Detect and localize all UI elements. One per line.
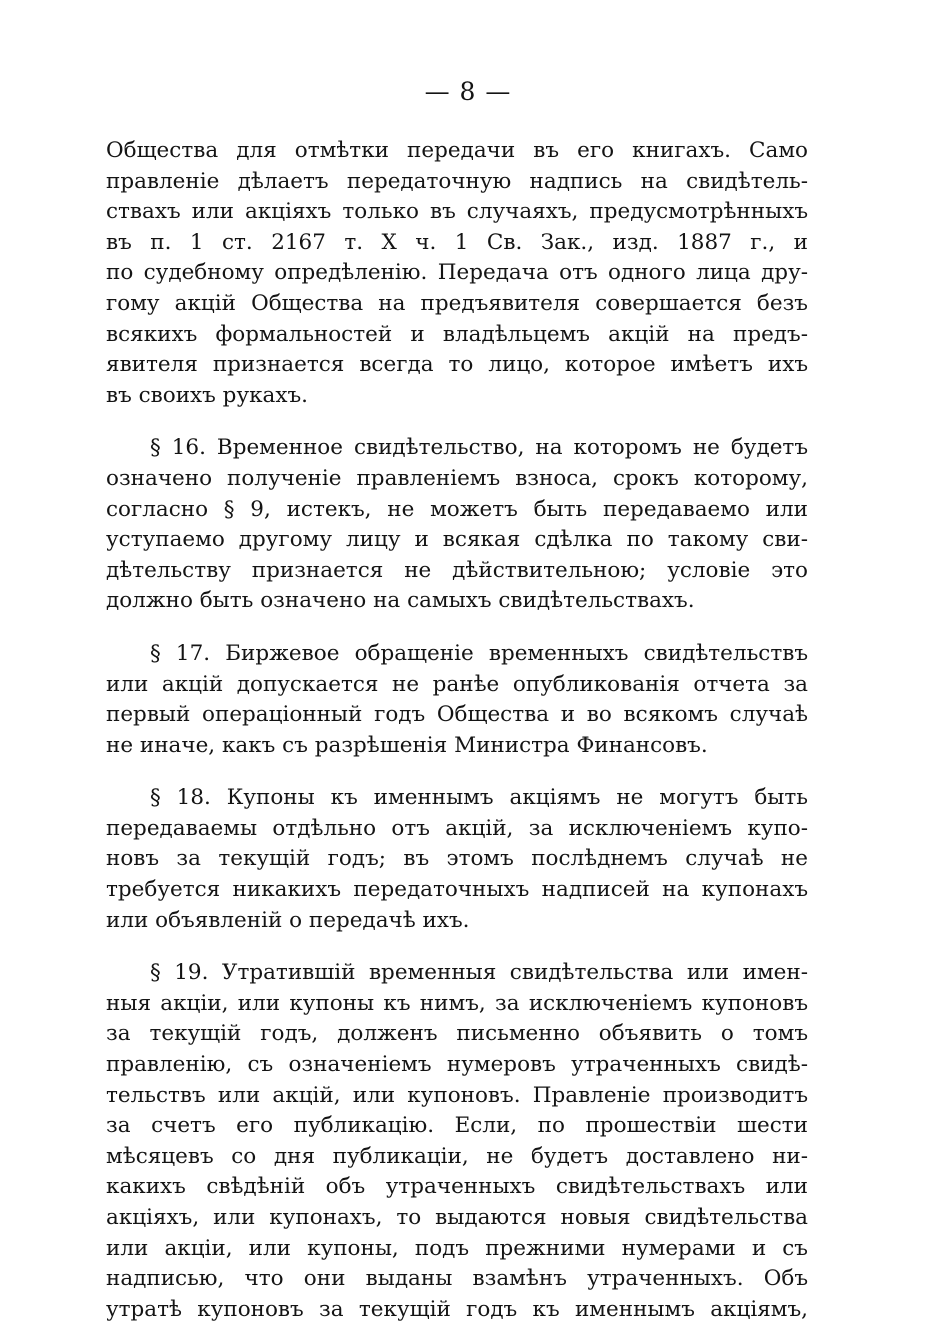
text-line: надписью, что они выданы взамѣнъ утраченныхъ. Объ <box>106 1266 808 1292</box>
text-line: или акцій допускается не ранѣе опубликованія отчета за <box>106 671 808 697</box>
text-line: всякихъ формальностей и владѣльцемъ акцій на предъ- <box>106 321 808 347</box>
text-line: новъ за текущій годъ; въ этомъ послѣднемъ случаѣ не <box>106 846 808 872</box>
text-line: явителя признается всегда то лицо, которое имѣетъ ихъ <box>106 352 808 378</box>
paragraph-section-18 <box>106 783 808 936</box>
text-line: какихъ свѣдѣній объ утраченныхъ свидѣтельствахъ или <box>106 1174 808 1200</box>
paragraph-continuation <box>106 136 808 411</box>
text-line: тельствъ или акцій, или купоновъ. Правленіе производитъ <box>106 1082 808 1108</box>
text-line: Общества для отмѣтки передачи въ его книгахъ. Само <box>106 138 808 163</box>
paragraph-section-19 <box>106 958 808 1325</box>
text-line: должно быть означено на самыхъ свидѣтельствахъ. <box>106 588 695 614</box>
text-line: или объявленій о передачѣ ихъ. <box>106 907 470 933</box>
text-line: § 17. Биржевое обращеніе временныхъ свидѣтельствъ <box>150 640 808 666</box>
text-line: § 16. Временное свидѣтельство, на которомъ не будетъ <box>150 435 808 461</box>
text-line: или акціи, или купоны, подъ прежними нумерами и съ <box>106 1235 808 1261</box>
body-text <box>106 136 808 1325</box>
text-line: въ п. 1 ст. 2167 т. X ч. 1 Св. Зак., изд. 1887 г., и <box>106 229 808 255</box>
text-line: правленію, съ означеніемъ нумеровъ утраченныхъ свидѣ- <box>106 1052 808 1078</box>
text-line: согласно § 9, истекъ, не можетъ быть передаваемо или <box>106 496 808 522</box>
text-line: § 18. Купоны къ именнымъ акціямъ не могутъ быть <box>150 785 808 811</box>
paragraph-section-17 <box>106 639 808 761</box>
text-line: утратѣ купоновъ за текущій годъ къ именнымъ акціямъ, <box>106 1296 808 1322</box>
text-line: дѣтельству признается не дѣйствительною; условіе это <box>106 557 808 583</box>
text-line: за текущій годъ, долженъ письменно объявить о томъ <box>106 1021 808 1047</box>
text-line: требуется никакихъ передаточныхъ надписей на купонахъ <box>106 877 808 903</box>
text-line: мѣсяцевъ со дня публикаціи, не будетъ доставлено ни- <box>106 1143 808 1169</box>
text-line: по судебному опредѣленію. Передача отъ одного лица дру- <box>106 260 808 286</box>
text-line: уступаемо другому лицу и всякая сдѣлка по такому сви- <box>106 527 808 553</box>
text-line: передаваемы отдѣльно отъ акцій, за исключеніемъ купо- <box>106 815 808 841</box>
text-line: ныя акціи, или купоны къ нимъ, за исключеніемъ купоновъ <box>106 990 808 1016</box>
paragraph-section-16 <box>106 433 808 617</box>
text-line: правленіе дѣлаетъ передаточную надпись на свидѣтель- <box>106 168 808 194</box>
page-number: — 8 — <box>424 77 512 106</box>
text-line: за счетъ его публикацію. Если, по прошествіи шести <box>106 1113 808 1139</box>
text-line: означено полученіе правленіемъ взноса, срокъ которому, <box>106 465 808 491</box>
text-line: не иначе, какъ съ разрѣшенія Министра Финансовъ. <box>106 732 708 758</box>
text-line: гому акцій Общества на предъявителя совершается безъ <box>106 290 808 316</box>
text-line: въ своихъ рукахъ. <box>106 382 308 408</box>
text-line: § 19. Утратившій временныя свидѣтельства или имен- <box>150 960 808 986</box>
text-line: первый операціонный годъ Общества и во всякомъ случаѣ <box>106 702 808 728</box>
text-line: акціяхъ, или купонахъ, то выдаются новыя свидѣтельства <box>106 1205 808 1230</box>
text-line: ствахъ или акціяхъ только въ случаяхъ, предусмотрѣнныхъ <box>106 199 808 225</box>
